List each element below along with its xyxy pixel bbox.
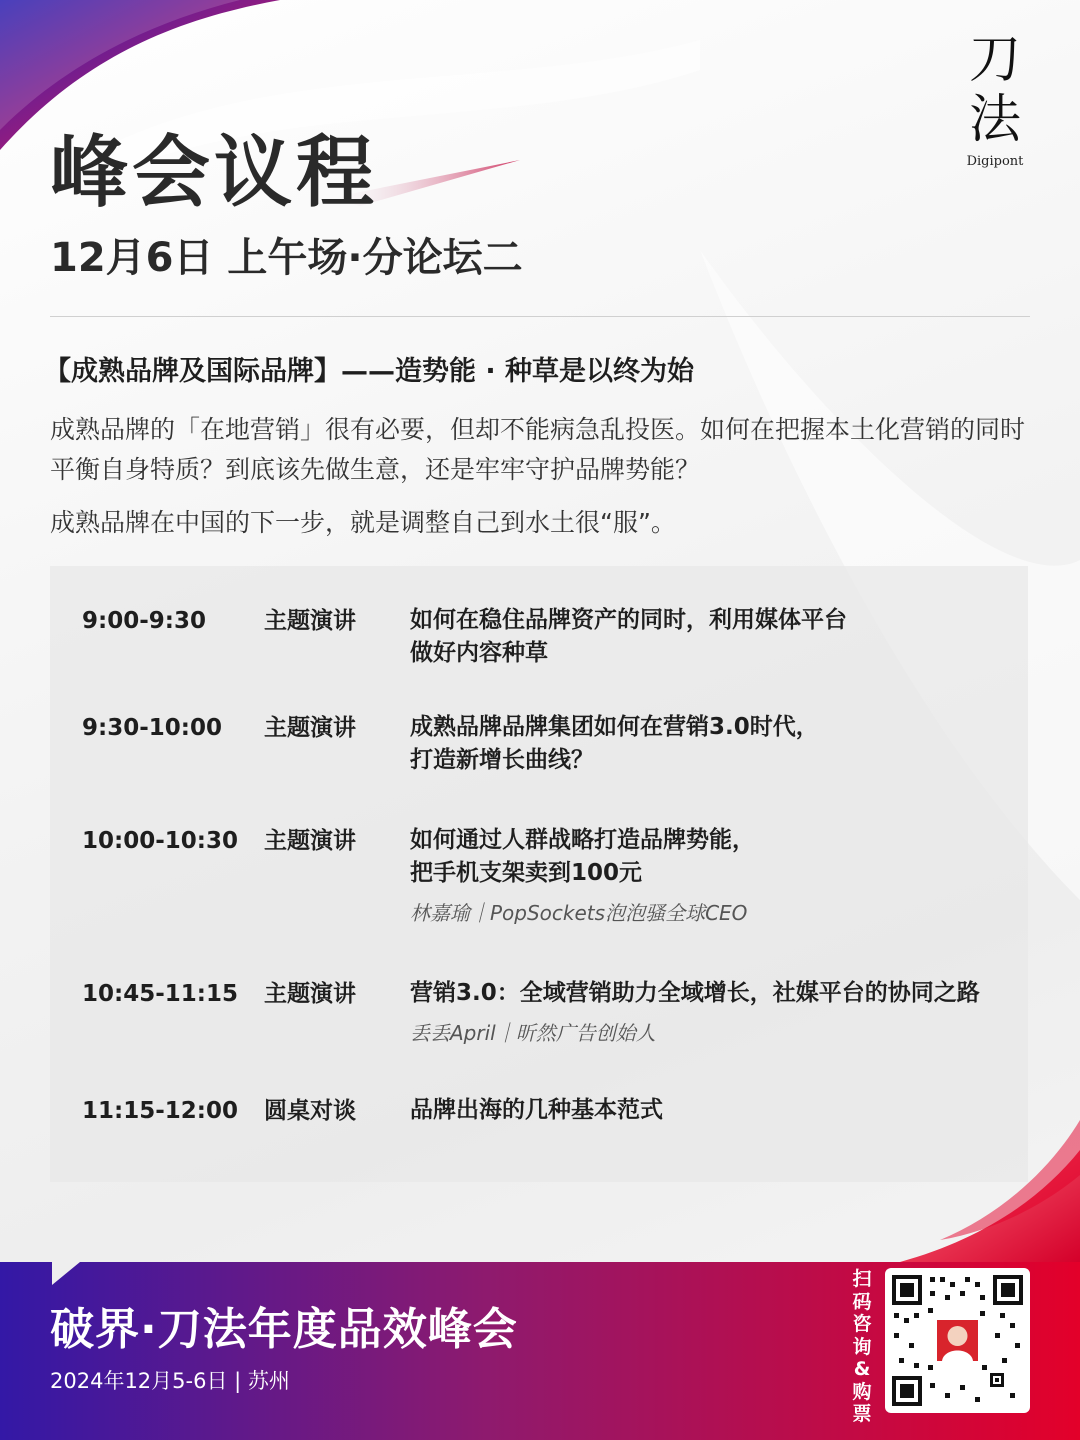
session-title-line: 如何在稳住品牌资产的同时，利用媒体平台 <box>410 607 847 633</box>
session-title-line: 品牌出海的几种基本范式 <box>410 1097 663 1123</box>
header-divider <box>50 316 1030 317</box>
session-title <box>410 824 1010 890</box>
session-title-line: 把手机支架卖到100元 <box>410 860 643 886</box>
intro-paragraph: 成熟品牌的「在地营销」很有必要，但却不能病急乱投医。如何在把握本土化营销的同时平衡自身特质？到底该先做生意，还是牢牢守护品牌势能？ <box>50 415 1026 484</box>
session-title <box>410 604 1010 670</box>
footer-banner <box>0 1262 1080 1440</box>
session-time: 10:00-10:30 <box>82 828 238 854</box>
page-title: 峰会议程 <box>50 128 379 218</box>
session-type: 主题演讲 <box>264 828 356 854</box>
session-title-line: 做好内容种草 <box>410 640 548 666</box>
session-type: 主题演讲 <box>264 981 356 1007</box>
session-time: 9:30-10:00 <box>82 715 222 741</box>
qr-code-icon <box>890 1273 1025 1408</box>
page-subtitle: 12月6日 上午场·分论坛二 <box>50 235 523 281</box>
section-heading: 【成熟品牌及国际品牌】——造势能 · 种草是以终为始 <box>44 356 695 387</box>
session-speaker: 丢丢April｜昕然广告创始人 <box>410 1021 656 1045</box>
session-title-line: 如何通过人群战略打造品牌势能， <box>410 827 755 853</box>
session-time: 11:15-12:00 <box>82 1098 238 1124</box>
event-title: 破界·刀法年度品效峰会 <box>50 1304 518 1355</box>
event-date-location: 2024年12月5-6日 | 苏州 <box>50 1369 290 1393</box>
session-time: 9:00-9:30 <box>82 608 206 634</box>
session-title <box>410 711 1010 777</box>
session-type: 主题演讲 <box>264 608 356 634</box>
qr-label: 扫码咨询&购票 <box>852 1268 872 1425</box>
session-title-line: 成熟品牌品牌集团如何在营销3.0时代， <box>410 714 819 740</box>
session-speaker: 林嘉瑜｜PopSockets泡泡骚全球CEO <box>410 901 748 925</box>
intro-paragraph: 成熟品牌在中国的下一步，就是调整自己到水土很“服”。 <box>50 508 676 537</box>
session-title <box>410 1094 1010 1127</box>
session-time: 10:45-11:15 <box>82 981 238 1007</box>
session-title-line: 营销3.0：全域营销助力全域增长，社媒平台的协同之路 <box>410 980 980 1006</box>
brand-logo <box>960 30 1030 169</box>
session-title-line: 打造新增长曲线？ <box>410 747 594 773</box>
qr-code[interactable] <box>885 1268 1030 1413</box>
agenda-panel <box>50 566 1028 1182</box>
session-type: 圆桌对谈 <box>264 1098 356 1124</box>
session-type: 主题演讲 <box>264 715 356 741</box>
logo-char-1: 刀 <box>968 30 1021 90</box>
logo-wordmark: Digipont <box>966 154 1024 169</box>
session-title <box>410 977 1010 1010</box>
logo-char-2: 法 <box>968 90 1021 150</box>
